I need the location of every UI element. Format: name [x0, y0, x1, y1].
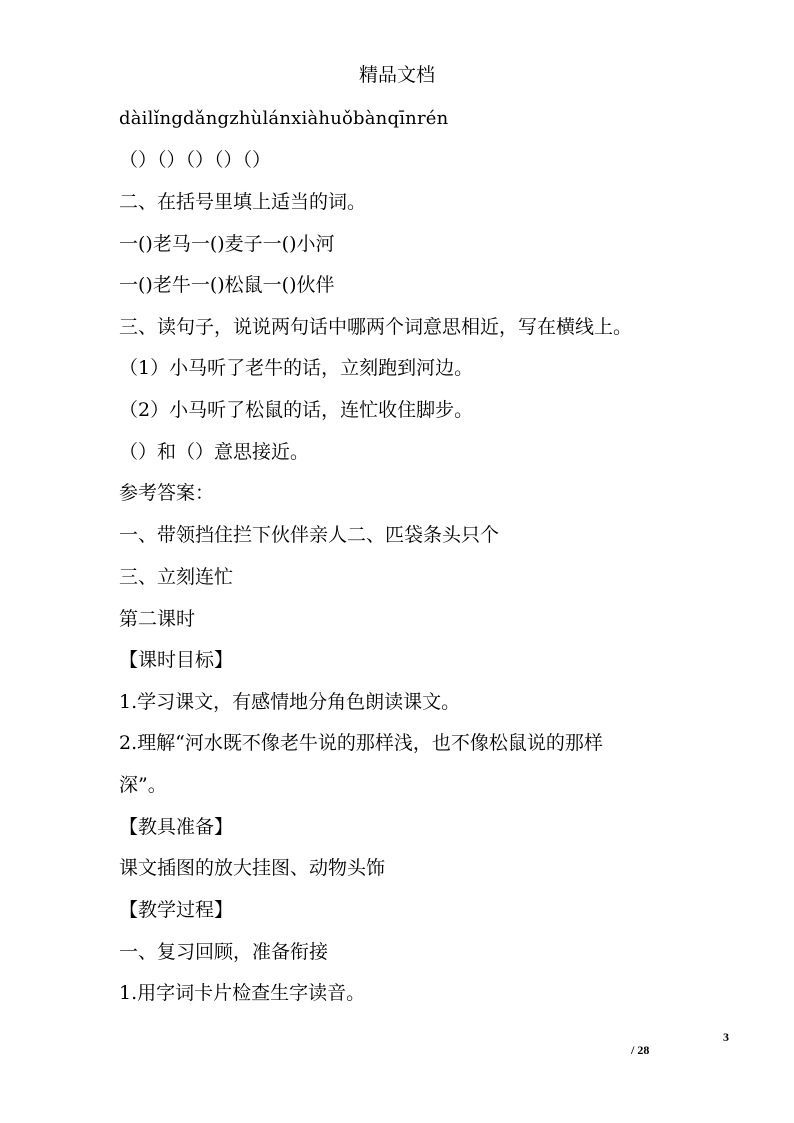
page-total: / 28	[631, 1043, 650, 1057]
goal-item: 1.学习课文，有感情地分角色朗读课文。	[119, 691, 461, 713]
pinyin-line: dàilǐngdǎngzhùlánxiàhuǒbànqīnrén	[119, 108, 449, 129]
blank-brackets-line: （）（）（）（）（）	[119, 149, 272, 171]
subsection-heading: 【教学过程】	[119, 899, 234, 921]
exercise-line: 一()老牛一()松鼠一()伙伴	[119, 274, 335, 296]
answer-line: 一、带领挡住拦下伙伴亲人二、匹袋条头只个	[119, 524, 500, 546]
process-step-heading: 一、复习回顾，准备衔接	[119, 941, 329, 963]
subsection-heading: 【课时目标】	[119, 649, 234, 671]
answer-blank-line: （）和（）意思接近。	[119, 441, 310, 463]
answer-line: 三、立刻连忙	[119, 566, 234, 588]
sentence-line: （2）小马听了松鼠的话，连忙收住脚步。	[119, 399, 474, 421]
section-heading-3: 三、读句子，说说两句话中哪两个词意思相近，写在横线上。	[119, 316, 633, 338]
process-step-item: 1.用字词卡片检查生字读音。	[119, 982, 366, 1004]
section-heading-2: 二、在括号里填上适当的词。	[119, 191, 367, 213]
subsection-heading: 【教具准备】	[119, 816, 234, 838]
materials-text: 课文插图的放大挂图、动物头饰	[119, 857, 386, 879]
page-number: 3	[723, 1030, 729, 1044]
goal-item-continuation: 深”。	[119, 774, 167, 796]
lesson-heading: 第二课时	[119, 608, 196, 630]
goal-item: 2.理解“河水既不像老牛说的那样浅，也不像松鼠说的那样	[119, 732, 603, 754]
sentence-line: （1）小马听了老牛的话，立刻跑到河边。	[119, 357, 474, 379]
exercise-line: 一()老马一()麦子一()小河	[119, 233, 335, 255]
reference-answer-heading: 参考答案：	[119, 482, 215, 504]
page-header-title: 精品文档	[358, 64, 435, 86]
